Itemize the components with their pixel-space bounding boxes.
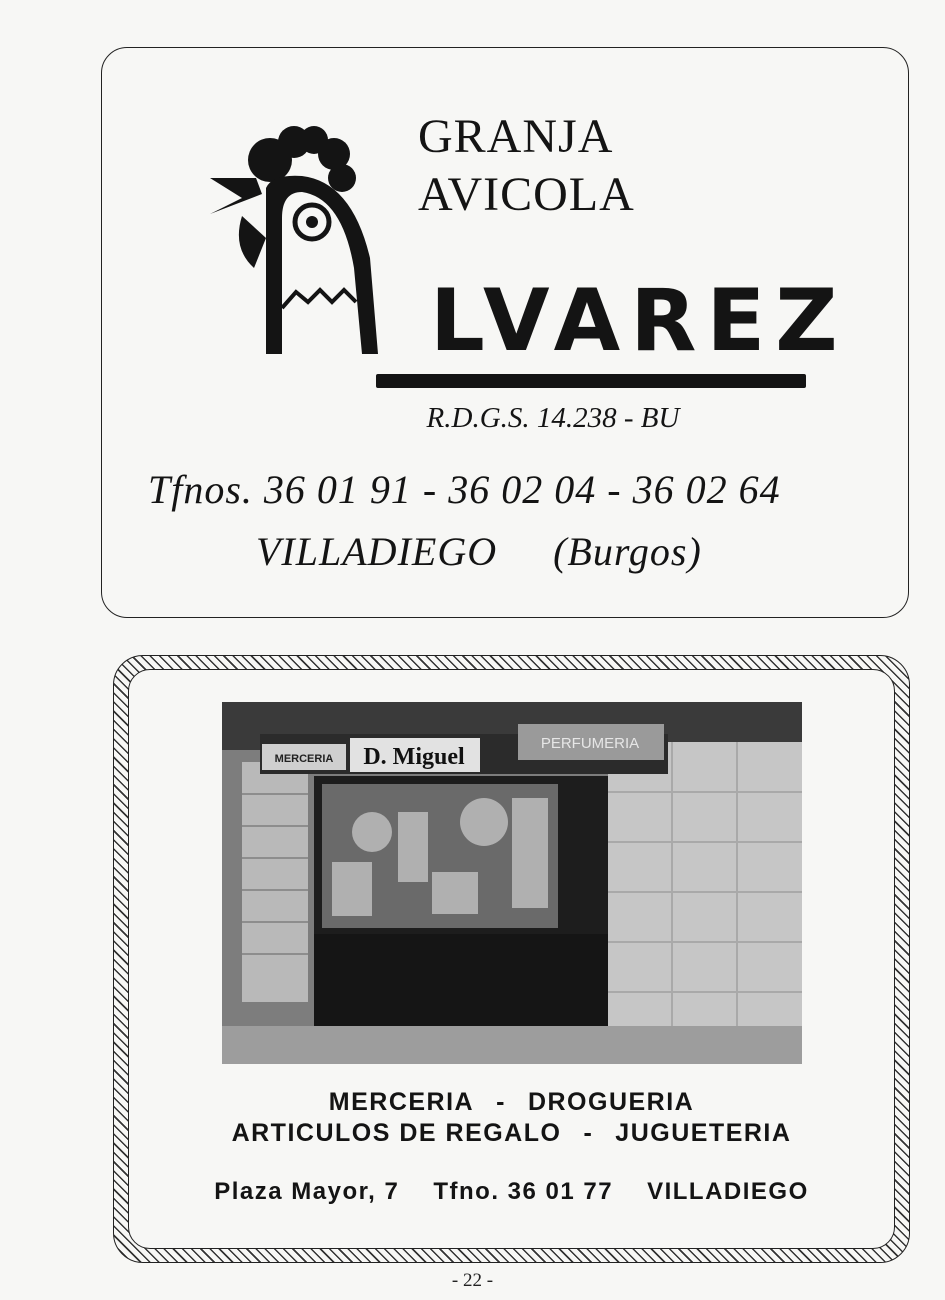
address: Plaza Mayor, 7 <box>214 1178 400 1205</box>
brand-name: LVAREZ <box>430 271 848 371</box>
jugueteria-label: JUGUETERIA <box>615 1119 792 1147</box>
location <box>256 528 702 575</box>
title-line-1: GRANJA <box>418 110 614 163</box>
province-name: (Burgos) <box>553 529 702 574</box>
separator: - <box>496 1088 506 1116</box>
line-products-1 <box>129 1090 894 1115</box>
rooster-logo <box>202 118 402 358</box>
brand-underline <box>376 374 806 388</box>
town-name: VILLADIEGO <box>647 1178 809 1205</box>
ad-inner-panel <box>128 669 895 1249</box>
ad-d-miguel <box>113 655 910 1263</box>
title-line-2: AVICOLA <box>418 168 635 221</box>
sign-d-miguel: D. Miguel <box>363 744 465 770</box>
separator: - <box>583 1119 594 1147</box>
regalo-label: ARTICULOS DE REGALO <box>231 1119 562 1147</box>
drogueria-label: DROGUERIA <box>527 1088 695 1116</box>
contact-line <box>129 1180 894 1204</box>
sign-merceria: MERCERIA <box>274 753 334 765</box>
sign-perfumeria: PERFUMERIA <box>540 735 640 752</box>
ad-granja-avicola <box>101 47 909 618</box>
shopfront-photo <box>222 702 802 1064</box>
merceria-label: MERCERIA <box>328 1088 475 1116</box>
town-name: VILLADIEGO <box>256 529 498 574</box>
registration-number: R.D.G.S. 14.238 - BU <box>426 402 680 434</box>
page-number: - 22 - <box>451 1270 494 1291</box>
phone: Tfno. 36 01 77 <box>433 1178 614 1205</box>
phone-numbers: Tfnos. 36 01 91 - 36 02 04 - 36 02 64 <box>148 467 781 512</box>
line-products-2 <box>129 1121 894 1146</box>
